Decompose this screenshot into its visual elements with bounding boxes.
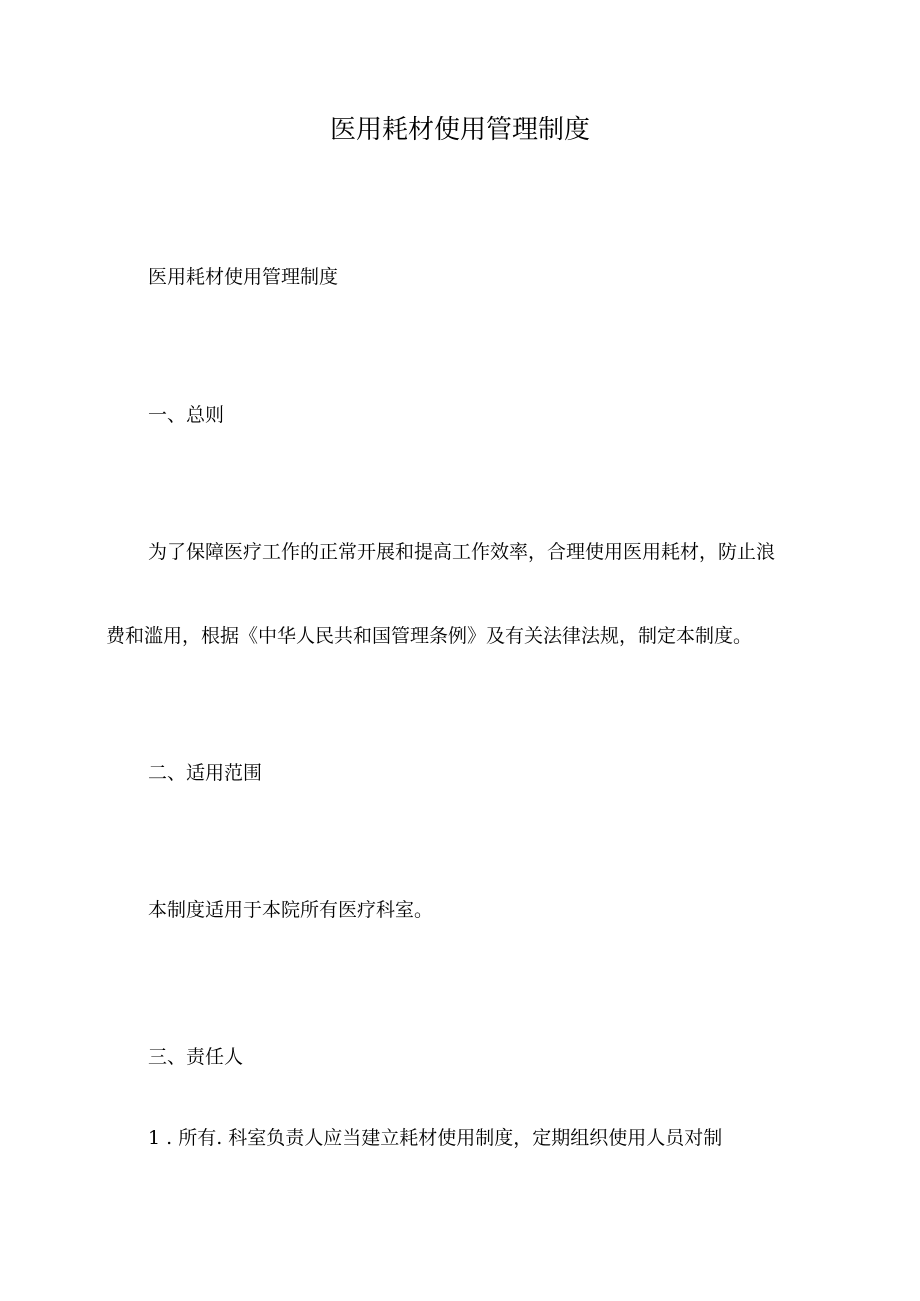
list-item: 1 . 所有. 科室负责人应当建立耗材使用制度，定期组织使用人员对制	[148, 1127, 723, 1149]
section-heading-responsible: 三、责任人	[148, 1046, 244, 1068]
section-heading-general: 一、总则	[148, 404, 225, 426]
paragraph-line: 为了保障医疗工作的正常开展和提高工作效率，合理使用医用耗材，防止浪	[148, 541, 776, 563]
section-heading-scope: 二、适用范围	[148, 762, 263, 784]
document-subtitle: 医用耗材使用管理制度	[148, 266, 339, 288]
paragraph-line: 费和滥用，根据《中华人民共和国管理条例》及有关法律法规，制定本制度。	[106, 625, 753, 647]
document-title: 医用耗材使用管理制度	[329, 115, 590, 145]
paragraph-line: 本制度适用于本院所有医疗科室。	[148, 899, 434, 921]
